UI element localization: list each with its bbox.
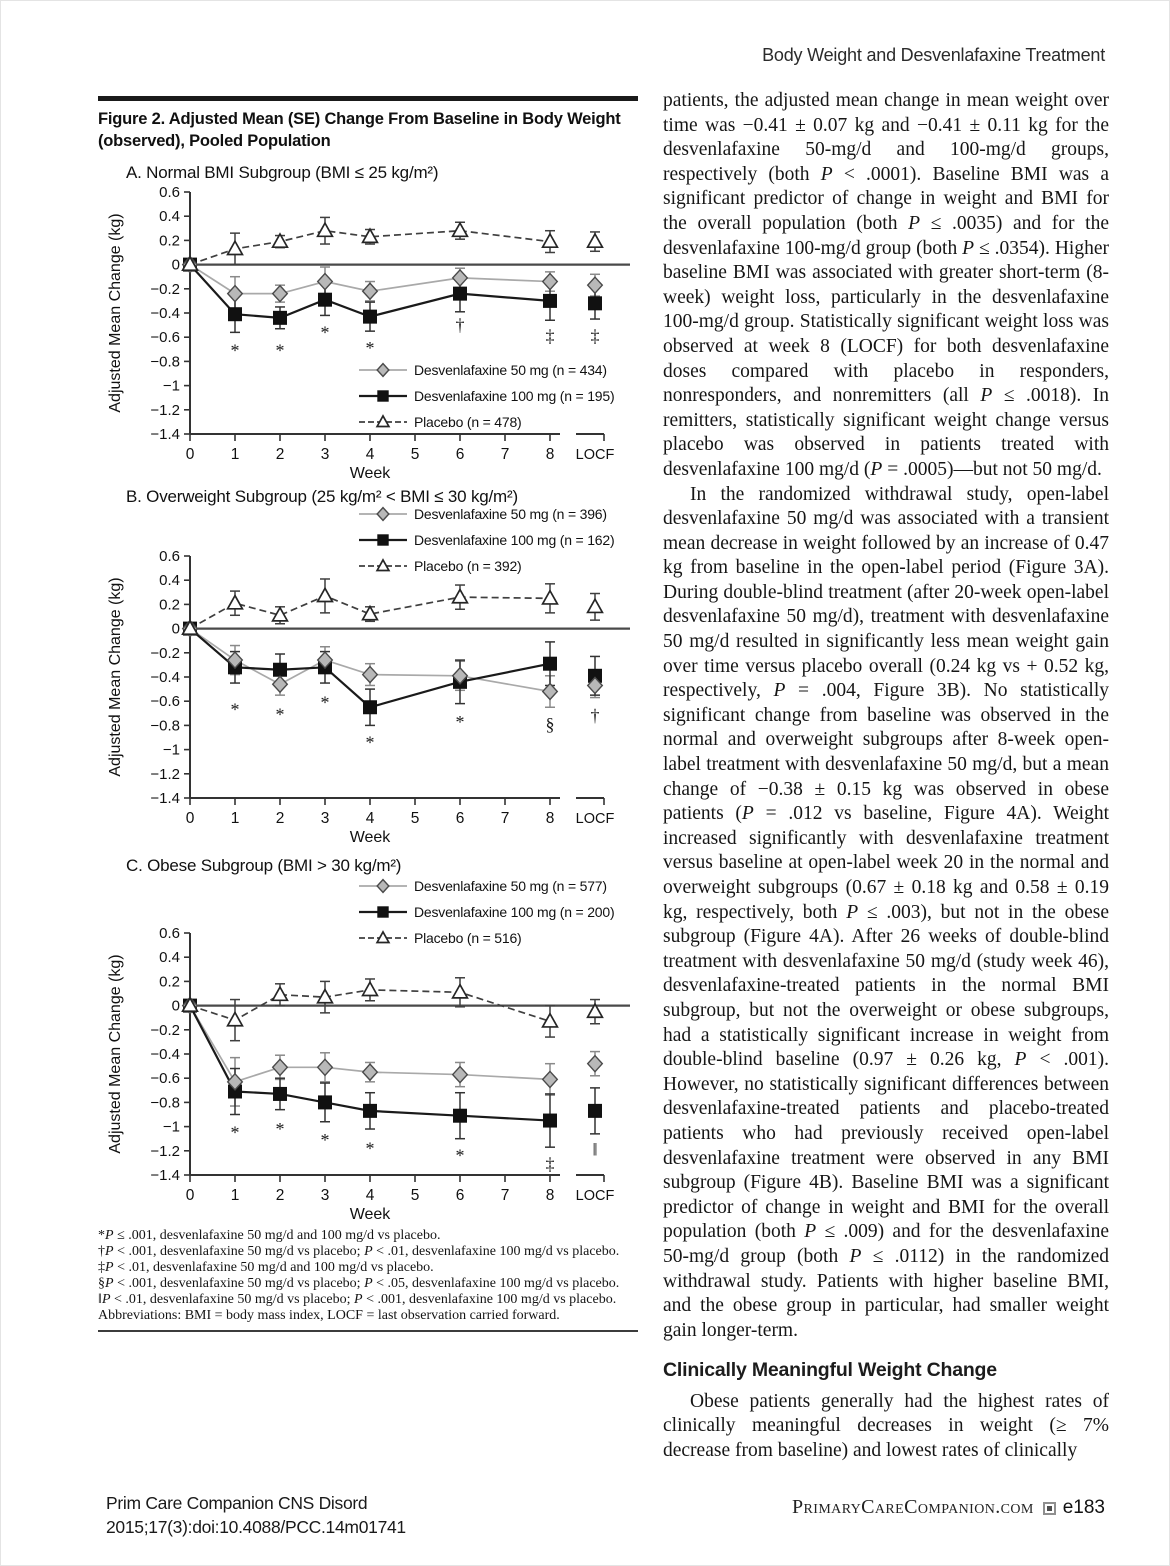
svg-text:4: 4 [365,446,375,463]
footer-journal-info [106,1492,406,1539]
series-diamond [183,998,603,1090]
legend-item [358,357,614,383]
panel-c-label: C. Obese Subgroup (BMI > 30 kg/m²) [126,856,402,875]
svg-text:*: * [365,732,375,753]
legend-item [358,925,614,951]
svg-text:−0.6: −0.6 [150,693,180,711]
svg-text:2: 2 [275,446,285,463]
svg-text:*: * [455,1145,465,1166]
diamond-legend-marker-icon [358,505,408,523]
svg-text:0.6: 0.6 [159,548,180,565]
svg-text:8: 8 [545,1187,555,1204]
svg-text:‡: ‡ [545,325,555,346]
svg-text:7: 7 [500,446,510,463]
paragraph: In the randomized withdrawal study, open-label desvenlafaxine 50 mg/d was associated with a transient mean decrease in weight followed by an increase of 0.47 kg from baseline in the open-label period (Figure 3A). During double-blind treatment (after 20-week open-label desvenlafaxine 50 mg/d), treatment with desvenlafaxine 50 mg/d resulted in significantly less mean weight gain over time versus placebo overall (0.24 kg vs + 0.52 kg, respectively, P = .004, Figure 3B). No statistically significant change from baseline was observed in the normal and overweight subgroups after 8-week open-label treatment with desvenlafaxine 50 mg/d, but a mean change of −0.38 ± 0.15 kg was observed in obese patients (P = .012 vs baseline, Figure 4A). Weight increased significantly with desvenlafaxine treatment versus baseline at open-label week 20 in the normal and overweight subgroups (0.67 ± 0.18 kg and 0.58 ± 0.19 kg, respectively, both P ≤ .003), but not in the obese subgroup (Figure 4A). After 26 weeks of double-blind treatment with desvenlafaxine 50 mg/d (study week 46), desvenlafaxine-treated patients in the normal BMI subgroup, but not the overweight or obese subgroups, had a statistically significant increase in weight from double-blind baseline (0.97 ± 0.26 kg, P < .001). However, no statistically significant differences between desvenlafaxine-treated patients and placebo-treated patients who had previously received open-label desvenlafaxine treatment were observed in any BMI subgroup (Figure 4B). Baseline BMI was a significant predictor of change in weight and BMI for the overall population (both P ≤ .009) and for the desvenlafaxine 50-mg/d group (both P ≤ .0112) in the randomized withdrawal study. Patients with higher baseline BMI, and the obese group in particular, had smaller weight gain longer-term. [663,483,1110,1341]
panel-a-label: A. Normal BMI Subgroup (BMI ≤ 25 kg/m²) [126,163,439,182]
chart-panel-c [98,853,638,1223]
journal-name: Prim Care Companion CNS Disord [106,1493,368,1513]
chart-c-svg [98,923,638,1223]
svg-text:1: 1 [230,810,240,827]
svg-text:−1.4: −1.4 [150,426,180,443]
square-legend-marker-icon [358,387,408,405]
diamond-legend-marker-icon [358,361,408,379]
journal-logo-icon [1043,1502,1056,1515]
footer-site-info [792,1496,1105,1519]
svg-text:Adjusted Mean Change (kg): Adjusted Mean Change (kg) [107,213,124,413]
svg-text:−0.6: −0.6 [150,329,180,347]
legend-label: Desvenlafaxine 50 mg (n = 434) [414,362,607,378]
legend-label: Desvenlafaxine 50 mg (n = 577) [414,878,607,894]
svg-text:LOCF: LOCF [575,811,615,827]
svg-text:0: 0 [185,810,195,827]
citation: 2015;17(3):doi:10.4088/PCC.14m01741 [106,1516,406,1537]
figure-title: Figure 2. Adjusted Mean (SE) Change From Baseline in Body Weight (observed), Pooled Population [98,110,621,150]
svg-text:*: * [275,340,285,361]
svg-text:0: 0 [171,620,180,638]
legend-item [358,553,614,579]
legend-item [358,899,614,925]
square-legend-marker-icon [358,531,408,549]
svg-text:−1.4: −1.4 [150,1167,180,1184]
svg-text:1: 1 [230,1187,240,1204]
legend-item [358,527,614,553]
svg-text:8: 8 [545,810,555,827]
svg-text:4: 4 [365,810,375,827]
chart-panel-a [98,160,638,482]
triangle-legend-marker-icon [358,413,408,431]
legend-label: Desvenlafaxine 50 mg (n = 396) [414,506,607,522]
legend-c [358,873,614,951]
series-square [184,999,602,1127]
running-head: Body Weight and Desvenlafaxine Treatment [762,45,1105,65]
svg-text:−0.2: −0.2 [150,644,180,662]
legend-item [358,501,614,527]
series-triangle [183,588,603,634]
svg-text:0.2: 0.2 [159,232,180,250]
svg-text:†: † [590,705,600,726]
svg-text:‡: ‡ [545,1154,555,1175]
svg-text:*: * [365,338,375,359]
svg-text:Adjusted Mean Change (kg): Adjusted Mean Change (kg) [107,954,124,1154]
svg-text:−1.2: −1.2 [150,1142,180,1160]
svg-text:Week: Week [349,465,391,482]
footnote: ‖P < .01, desvenlafaxine 50 mg/d vs placebo; P < .001, desvenlafaxine 100 mg/d vs placebo. [98,1292,617,1307]
svg-text:3: 3 [320,1187,330,1204]
legend-label: Desvenlafaxine 100 mg (n = 162) [414,532,615,548]
svg-text:−1: −1 [162,741,180,759]
svg-text:−0.4: −0.4 [150,305,180,322]
svg-text:5: 5 [410,1187,420,1204]
footnote: *P ≤ .001, desvenlafaxine 50 mg/d and 100 mg/d vs placebo. [98,1228,441,1243]
figure-2-box [98,96,638,1332]
svg-text:7: 7 [500,1187,510,1204]
svg-text:0.2: 0.2 [159,973,180,991]
svg-text:0.2: 0.2 [159,596,180,614]
legend-label: Placebo (n = 392) [414,558,522,574]
series-diamond [183,257,603,302]
legend-label: Desvenlafaxine 100 mg (n = 200) [414,904,615,920]
svg-text:−0.6: −0.6 [150,1070,180,1088]
svg-text:1: 1 [230,446,240,463]
legend-item [358,383,614,409]
svg-text:*: * [275,1119,285,1140]
site-name: PrimaryCareCompanion.com [792,1496,1034,1518]
page-number: e183 [1062,1496,1105,1518]
svg-text:*: * [275,704,285,725]
diamond-legend-marker-icon [358,877,408,895]
svg-text:§: § [545,714,555,735]
svg-text:−1.4: −1.4 [150,790,180,807]
svg-text:−0.8: −0.8 [150,717,180,735]
section-heading: Clinically Meaningful Weight Change [663,1359,997,1382]
svg-text:5: 5 [410,446,420,463]
svg-text:*: * [320,1129,330,1150]
figure-footnotes [98,1228,638,1324]
svg-text:0.4: 0.4 [159,949,180,967]
svg-text:0.6: 0.6 [159,925,180,942]
legend-label: Placebo (n = 478) [414,414,522,430]
svg-text:0: 0 [185,446,195,463]
svg-text:−0.8: −0.8 [150,1094,180,1112]
svg-text:Week: Week [349,829,391,846]
svg-text:0: 0 [171,997,180,1015]
svg-text:†: † [455,315,465,336]
svg-text:*: * [230,699,240,720]
square-legend-marker-icon [358,903,408,921]
svg-text:−0.2: −0.2 [150,280,180,298]
legend-b [358,501,614,579]
svg-text:0.4: 0.4 [159,208,180,226]
svg-text:*: * [365,1138,375,1159]
svg-text:2: 2 [275,1187,285,1204]
footnote: §P < .001, desvenlafaxine 50 mg/d vs placebo; P < .05, desvenlafaxine 100 mg/d vs placebo. [98,1276,620,1291]
svg-text:*: * [230,1122,240,1143]
svg-text:4: 4 [365,1187,375,1204]
svg-text:*: * [320,692,330,713]
svg-text:7: 7 [500,810,510,827]
svg-text:0: 0 [171,256,180,274]
article-column [663,89,1109,1464]
legend-label: Placebo (n = 516) [414,930,522,946]
svg-text:3: 3 [320,446,330,463]
svg-text:LOCF: LOCF [575,447,615,463]
svg-text:−1.2: −1.2 [150,765,180,783]
svg-text:5: 5 [410,810,420,827]
svg-text:*: * [320,322,330,343]
legend-item [358,873,614,899]
svg-text:−0.4: −0.4 [150,669,180,686]
svg-text:Adjusted Mean Change (kg): Adjusted Mean Change (kg) [107,577,124,777]
chart-a-svg [98,182,638,482]
svg-text:0.6: 0.6 [159,184,180,201]
svg-text:−1.2: −1.2 [150,401,180,419]
footnote: ‡P < .01, desvenlafaxine 50 mg/d and 100 mg/d vs placebo. [98,1260,434,1275]
legend-label: Desvenlafaxine 100 mg (n = 195) [414,388,615,404]
paragraph: Obese patients generally had the highest rates of clinically meaningful decreases in weight (≥ 7% decrease from baseline) and lowest rates of clinically [663,1390,1109,1462]
svg-text:6: 6 [455,810,465,827]
svg-text:−0.4: −0.4 [150,1046,180,1063]
triangle-legend-marker-icon [358,557,408,575]
svg-text:LOCF: LOCF [575,1188,615,1204]
footnote: †P < .001, desvenlafaxine 50 mg/d vs placebo; P < .01, desvenlafaxine 100 mg/d vs placebo. [98,1244,620,1259]
paragraph: patients, the adjusted mean change in mean weight over time was −0.41 ± 0.07 kg and −0.41 ± 0.11 kg for the desvenlafaxine 50-mg/d and 100-mg/d groups, respectively (both P < .0001). Baseline BMI was a significant predictor of change in weight and BMI for the overall population (both P ≤ .0035) and for the desvenlafaxine 100-mg/d group (both P ≤ .0354). Higher baseline BMI was associated with greater short-term (8-week) weight loss, particularly in the desvenlafaxine 100-mg/d group. Statistically significant weight loss was observed at week 8 (LOCF) for both desvenlafaxine doses compared with placebo in responders, nonresponders, and nonremitters (all P ≤ .0018). In remitters, statistically significant weight change versus placebo was observed in patients treated with desvenlafaxine 100 mg/d (P = .0005)—but not 50 mg/d. [663,90,1109,480]
svg-text:−0.2: −0.2 [150,1021,180,1039]
svg-text:−1: −1 [162,1118,180,1136]
svg-text:−1: −1 [162,377,180,395]
svg-text:−0.8: −0.8 [150,353,180,371]
svg-text:*: * [455,711,465,732]
legend-a [358,357,614,435]
chart-panel-b [98,484,638,846]
svg-text:3: 3 [320,810,330,827]
svg-text:Week: Week [349,1206,391,1223]
svg-text:0.4: 0.4 [159,572,180,590]
svg-text:‖: ‖ [592,1139,598,1160]
svg-text:‡: ‡ [590,325,600,346]
svg-text:0: 0 [185,1187,195,1204]
legend-item [358,409,614,435]
svg-text:6: 6 [455,446,465,463]
panel-b-label: B. Overweight Subgroup (25 kg/m² < BMI ≤ 30 kg/m²) [126,487,518,506]
footnote-abbreviations: Abbreviations: BMI = body mass index, LOCF = last observation carried forward. [98,1308,560,1323]
svg-text:8: 8 [545,446,555,463]
triangle-legend-marker-icon [358,929,408,947]
svg-text:6: 6 [455,1187,465,1204]
svg-text:2: 2 [275,810,285,827]
chart-b-svg [98,546,638,846]
svg-text:*: * [230,340,240,361]
series-diamond [183,621,603,700]
